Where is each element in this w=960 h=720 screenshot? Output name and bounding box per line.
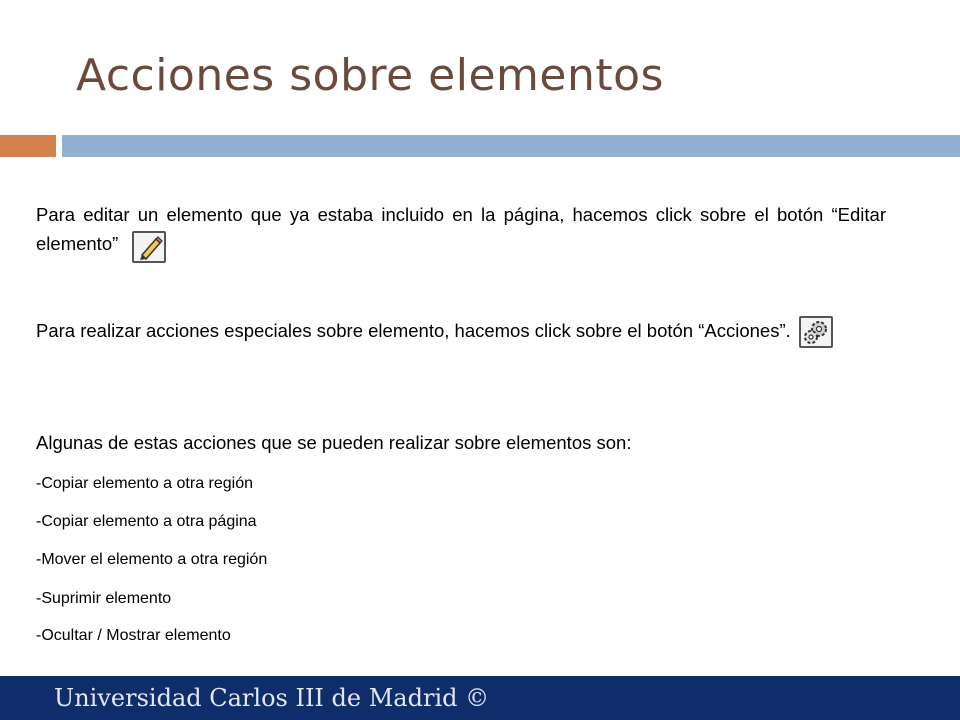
footer-bar — [0, 676, 960, 720]
list-item: -Mover el elemento a otra región — [36, 551, 268, 568]
list-item: -Suprimir elemento — [36, 590, 172, 607]
actions-paragraph — [36, 316, 886, 348]
actions-gear-icon — [799, 316, 833, 348]
actions-intro: Algunas de estas acciones que se pueden realizar sobre elementos son: — [36, 432, 632, 453]
actions-paragraph-text: Para realizar acciones especiales sobre elemento, hacemos click sobre el botón “Acciones”. — [36, 320, 791, 341]
university-footer-text: Universidad Carlos III de Madrid © — [54, 684, 490, 712]
accent-bar-orange — [0, 135, 56, 157]
edit-paragraph-text: Para editar un elemento que ya estaba incluido en la página, hacemos click sobre el botón “Editar elemento” — [36, 204, 886, 254]
pencil-icon — [132, 231, 166, 263]
accent-bar-blue — [62, 135, 960, 157]
slide-title: Acciones sobre elementos — [76, 50, 664, 101]
list-item: -Copiar elemento a otra región — [36, 475, 254, 492]
edit-paragraph — [36, 200, 886, 261]
list-item: -Copiar elemento a otra página — [36, 513, 257, 530]
list-item: -Ocultar / Mostrar elemento — [36, 627, 231, 644]
